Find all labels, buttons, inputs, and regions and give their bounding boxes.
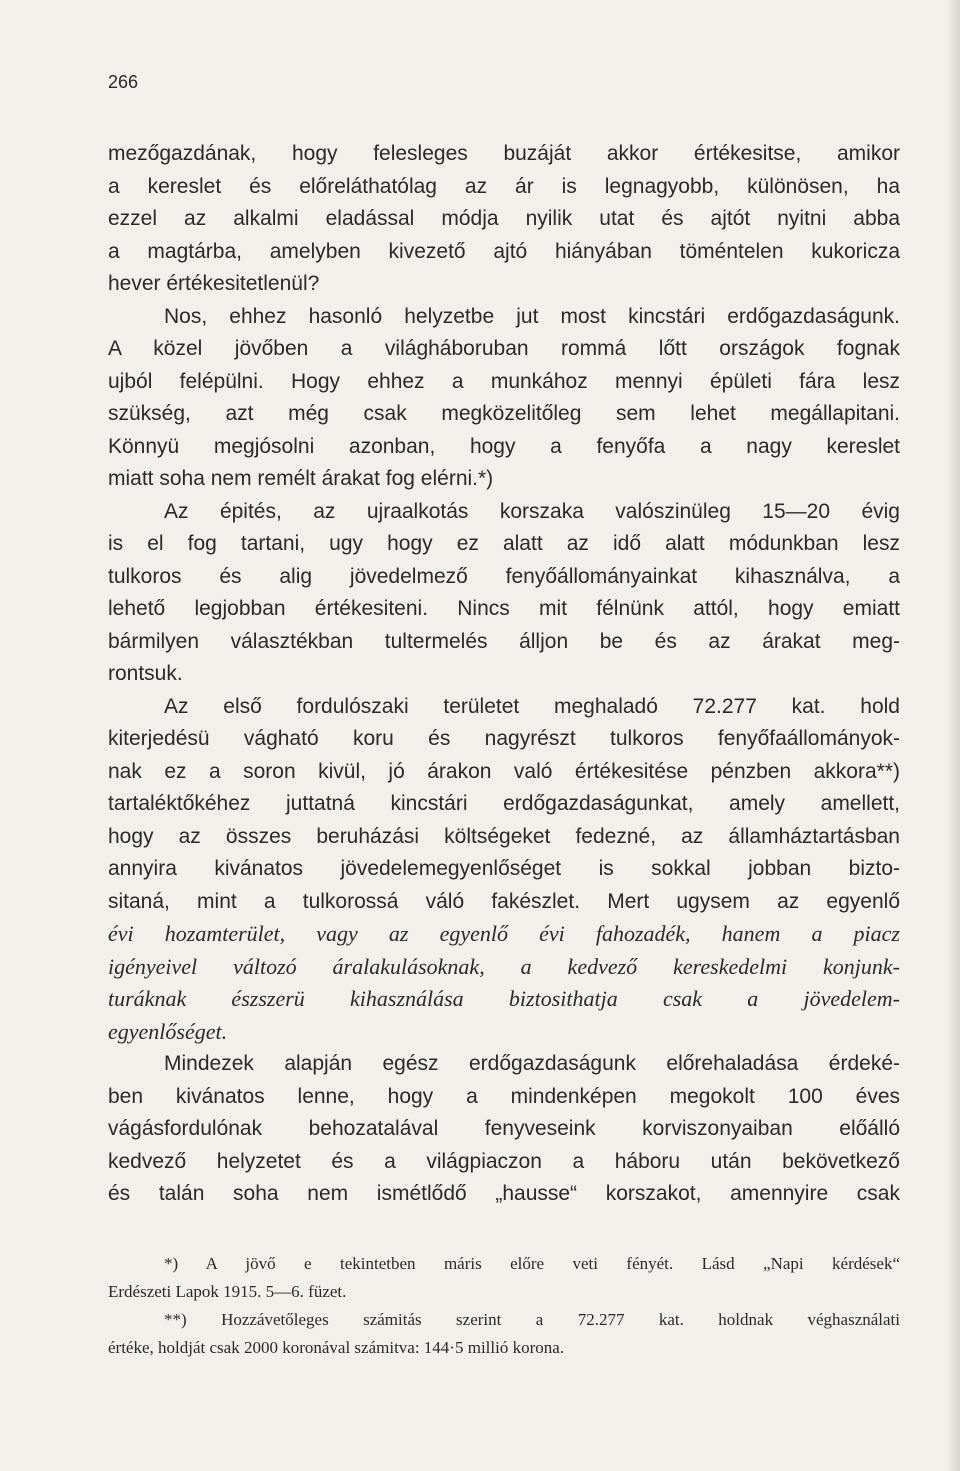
body-line: hever értékesitetlenül? [108,272,320,295]
body-line: kiterjedésü vágható koru és nagyrészt tulkoros fenyőfaállományok- [108,727,900,750]
body-line: igényeivel változó áralakulásoknak, a kedvező kereskedelmi konjunk- [108,953,900,979]
body-line: Nos, ehhez hasonló helyzetbe jut most kincstári erdőgazdaságunk. [164,304,900,328]
page-edge-shadow [946,0,960,1471]
body-line: Az első fordulószaki területet meghaladó 72.277 kat. hold [164,694,900,718]
body-line: A közel jövőben a világháboruban rommá lőtt országok fognak [108,337,900,360]
body-line: Az épités, az ujraalkotás korszaka valószinüleg 15—20 évig [164,499,900,523]
body-line: Könnyü megjósolni azonban, hogy a fenyőfa a nagy kereslet [108,434,900,458]
body-line: a kereslet és előreláthatólag az ár is legnagyobb, különösen, ha [108,174,900,198]
body-line: kedvező helyzetet és a világpiaczon a háboru után bekövetkező [108,1149,900,1173]
body-line: vágásfordulónak behozatalával fenyveseink korviszonyaiban előálló [108,1117,900,1140]
body-line: ezzel az alkalmi eladással módja nyilik utat és ajtót nyitni abba [108,207,900,230]
body-line: lehető legjobban értékesiteni. Nincs mit félnünk attól, hogy emiatt [108,597,900,620]
footnote-line: Erdészeti Lapok 1915. 5—6. füzet. [108,1282,347,1301]
body-line: ujból felépülni. Hogy ehhez a munkához mennyi épületi fára lesz [108,369,900,393]
body-line: annyira kivánatos jövedelemegyenlőséget is sokkal jobban bizto- [108,857,900,880]
body-line: és talán soha nem ismétlődő „hausse“ korszakot, amennyire csak [108,1182,900,1205]
body-line: hogy az összes beruházási költségeket fedezné, az államháztartásban [108,824,900,848]
body-line: bármilyen választékban tultermelés álljon be és az árakat meg- [108,629,900,653]
body-line: mezőgazdának, hogy felesleges buzáját akkor értékesitse, amikor [108,142,900,165]
body-line: szükség, azt még csak megközelitőleg sem lehet megállapitani. [108,402,900,425]
body-line: is el fog tartani, ugy hogy ez alatt az idő alatt módunkban lesz [108,532,900,555]
body-line: sitaná, mint a tulkorossá váló fakészlet. Mert ugysem az egyenlő [108,889,900,913]
page-number: 266 [108,72,139,92]
footnote-line: **) Hozzávetőleges számitás szerint a 72.277 kat. holdnak véghasználati [164,1310,900,1329]
body-text [108,138,900,1211]
footnote-line: *) A jövő e tekintetben máris előre veti fényét. Lásd „Napi kérdések“ [164,1254,900,1273]
footnotes [108,1250,900,1362]
body-line: rontsuk. [108,662,183,685]
body-line: a magtárba, amelyben kivezető ajtó hiányában töméntelen kukoricza [108,239,900,263]
body-line: évi hozamterület, vagy az egyenlő évi fahozadék, hanem a piacz [108,921,900,946]
body-line: turáknak észszerü kihasználása biztosithatja csak a jövedelem- [108,986,900,1011]
body-line: Mindezek alapján egész erdőgazdaságunk előrehaladása érdeké- [164,1052,900,1075]
footnote-line: értéke, holdját csak 2000 koronával számitva: 144·5 millió korona. [108,1338,565,1357]
body-line: egyenlőséget. [108,1018,228,1044]
body-line: tulkoros és alig jövedelmező fenyőállományainkat kihasználva, a [108,564,900,588]
body-line: tartaléktőkéhez juttatná kincstári erdőgazdaságunkat, amely amellett, [108,792,900,815]
body-line: miatt soha nem remélt árakat fog elérni.*) [108,467,494,490]
body-line: nak ez a soron kivül, jó árakon való értékesitése pénzben akkora**) [108,759,900,783]
body-line: ben kivánatos lenne, hogy a mindenképen megokolt 100 éves [108,1084,900,1108]
